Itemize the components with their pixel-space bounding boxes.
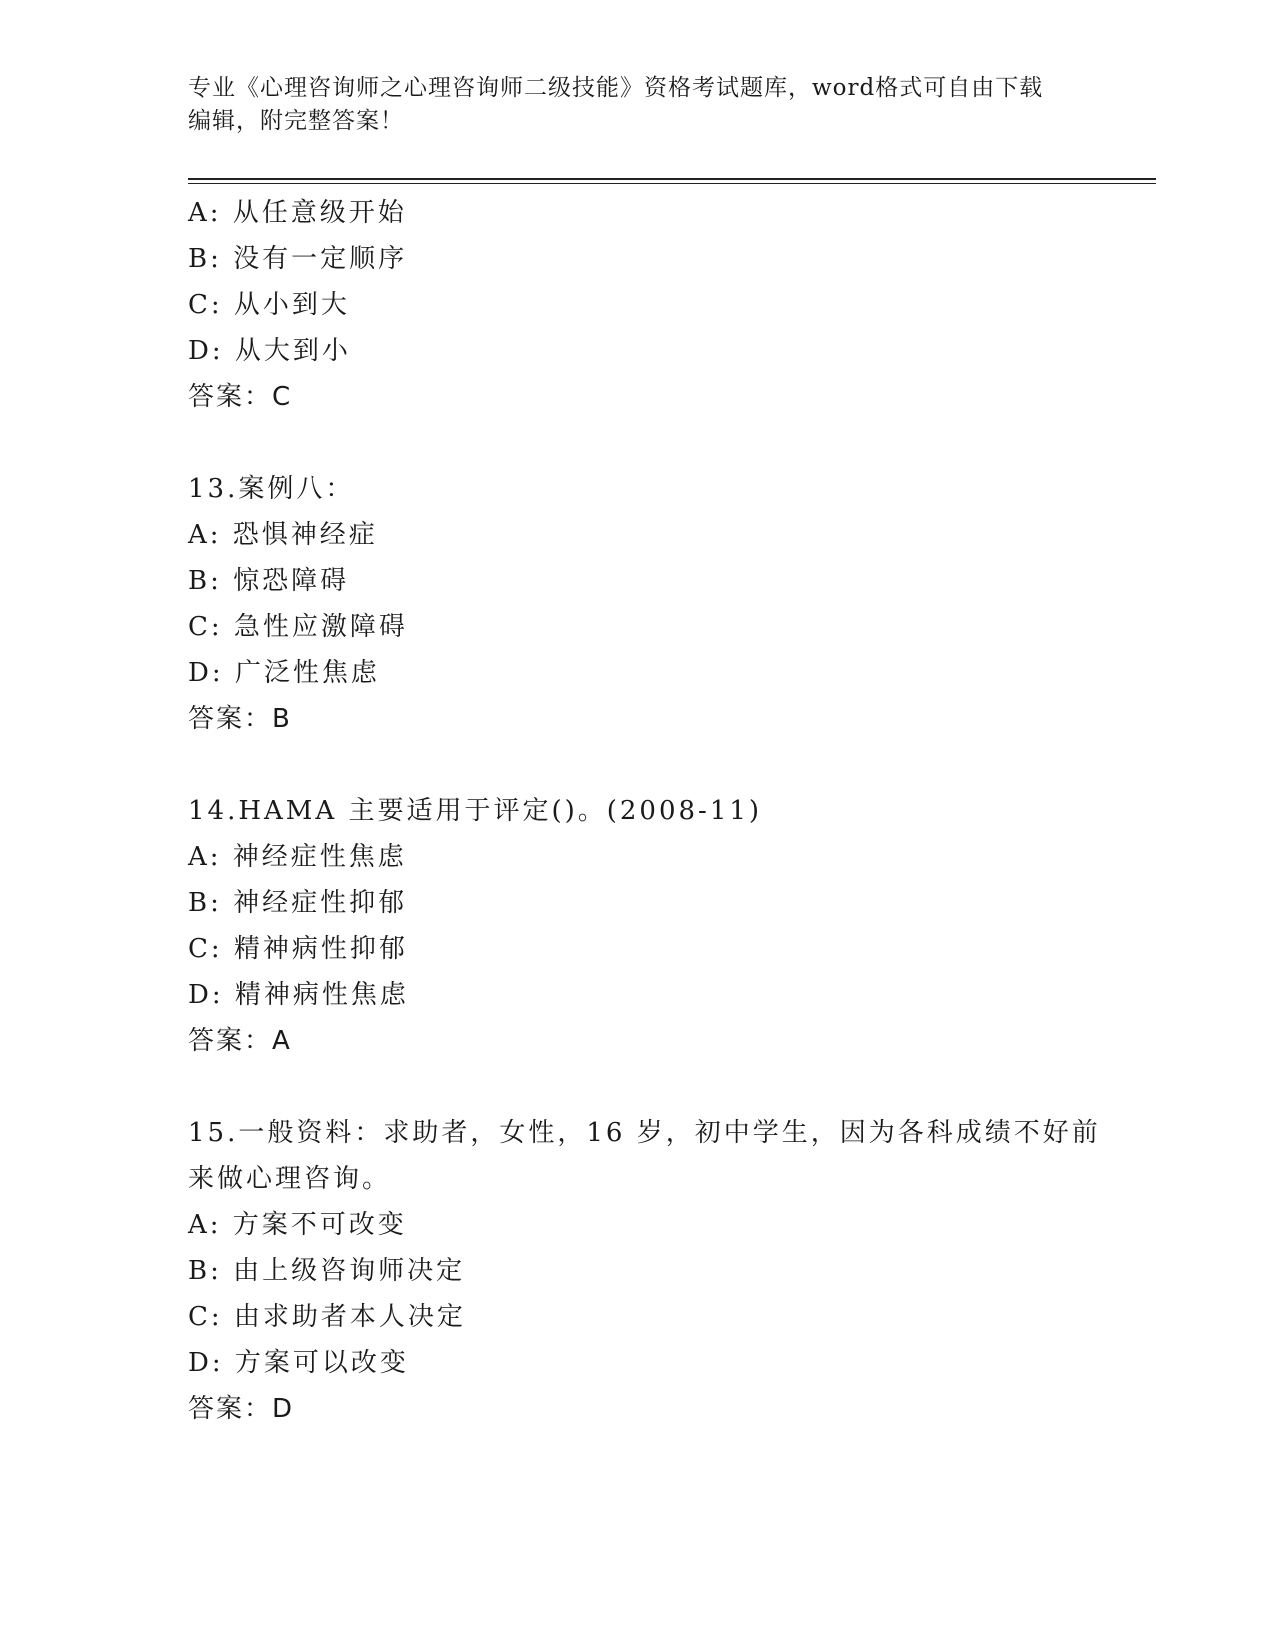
spacer — [188, 742, 1088, 788]
option-a: A: 恐惧神经症 — [188, 520, 378, 550]
option-a: A: 神经症性焦虑 — [188, 842, 407, 872]
option-b: B: 惊恐障碍 — [188, 566, 350, 596]
option-a: A: 方案不可改变 — [188, 1210, 407, 1240]
question-stem: 14.HAMA 主要适用于评定()。(2008-11) — [188, 796, 763, 826]
option-b: B: 没有一定顺序 — [188, 244, 408, 274]
question-stem: 13.案例八： — [188, 474, 355, 504]
option-d: D: 方案可以改变 — [188, 1348, 409, 1378]
option-b: B: 神经症性抑郁 — [188, 888, 408, 918]
question-block-15 — [188, 1110, 1101, 1432]
answer-line: 答案：A — [188, 1026, 292, 1056]
answer-line: 答案：D — [188, 1394, 295, 1424]
header-line-2: 编辑，附完整答案！ — [188, 108, 404, 134]
question-block-13 — [188, 466, 1088, 742]
header-line-1: 专业《心理咨询师之心理咨询师二级技能》资格考试题库，word格式可自由下载 — [188, 75, 1044, 101]
option-d: D: 精神病性焦虑 — [188, 980, 409, 1010]
answer-line: 答案：B — [188, 704, 292, 734]
answer-line: 答案：C — [188, 382, 293, 412]
option-d: D: 广泛性焦虑 — [188, 658, 380, 688]
spacer — [188, 420, 1088, 466]
option-c: C: 由求助者本人决定 — [188, 1302, 466, 1332]
option-c: C: 从小到大 — [188, 290, 350, 320]
header-divider-thin — [188, 183, 1156, 184]
question-stem-line-2: 来做心理咨询。 — [188, 1164, 392, 1194]
document-header — [188, 72, 1088, 138]
option-c: C: 急性应激障碍 — [188, 612, 408, 642]
question-block-continued — [188, 190, 1088, 420]
option-d: D: 从大到小 — [188, 336, 351, 366]
question-block-14 — [188, 788, 1088, 1064]
option-c: C: 精神病性抑郁 — [188, 934, 408, 964]
header-divider-thick — [188, 178, 1156, 180]
option-a: A: 从任意级开始 — [188, 198, 407, 228]
question-list — [188, 190, 1101, 1432]
question-stem-line-1: 15.一般资料：求助者，女性，16 岁，初中学生，因为各科成绩不好前 — [188, 1118, 1101, 1148]
option-b: B: 由上级咨询师决定 — [188, 1256, 466, 1286]
spacer — [188, 1064, 1088, 1110]
